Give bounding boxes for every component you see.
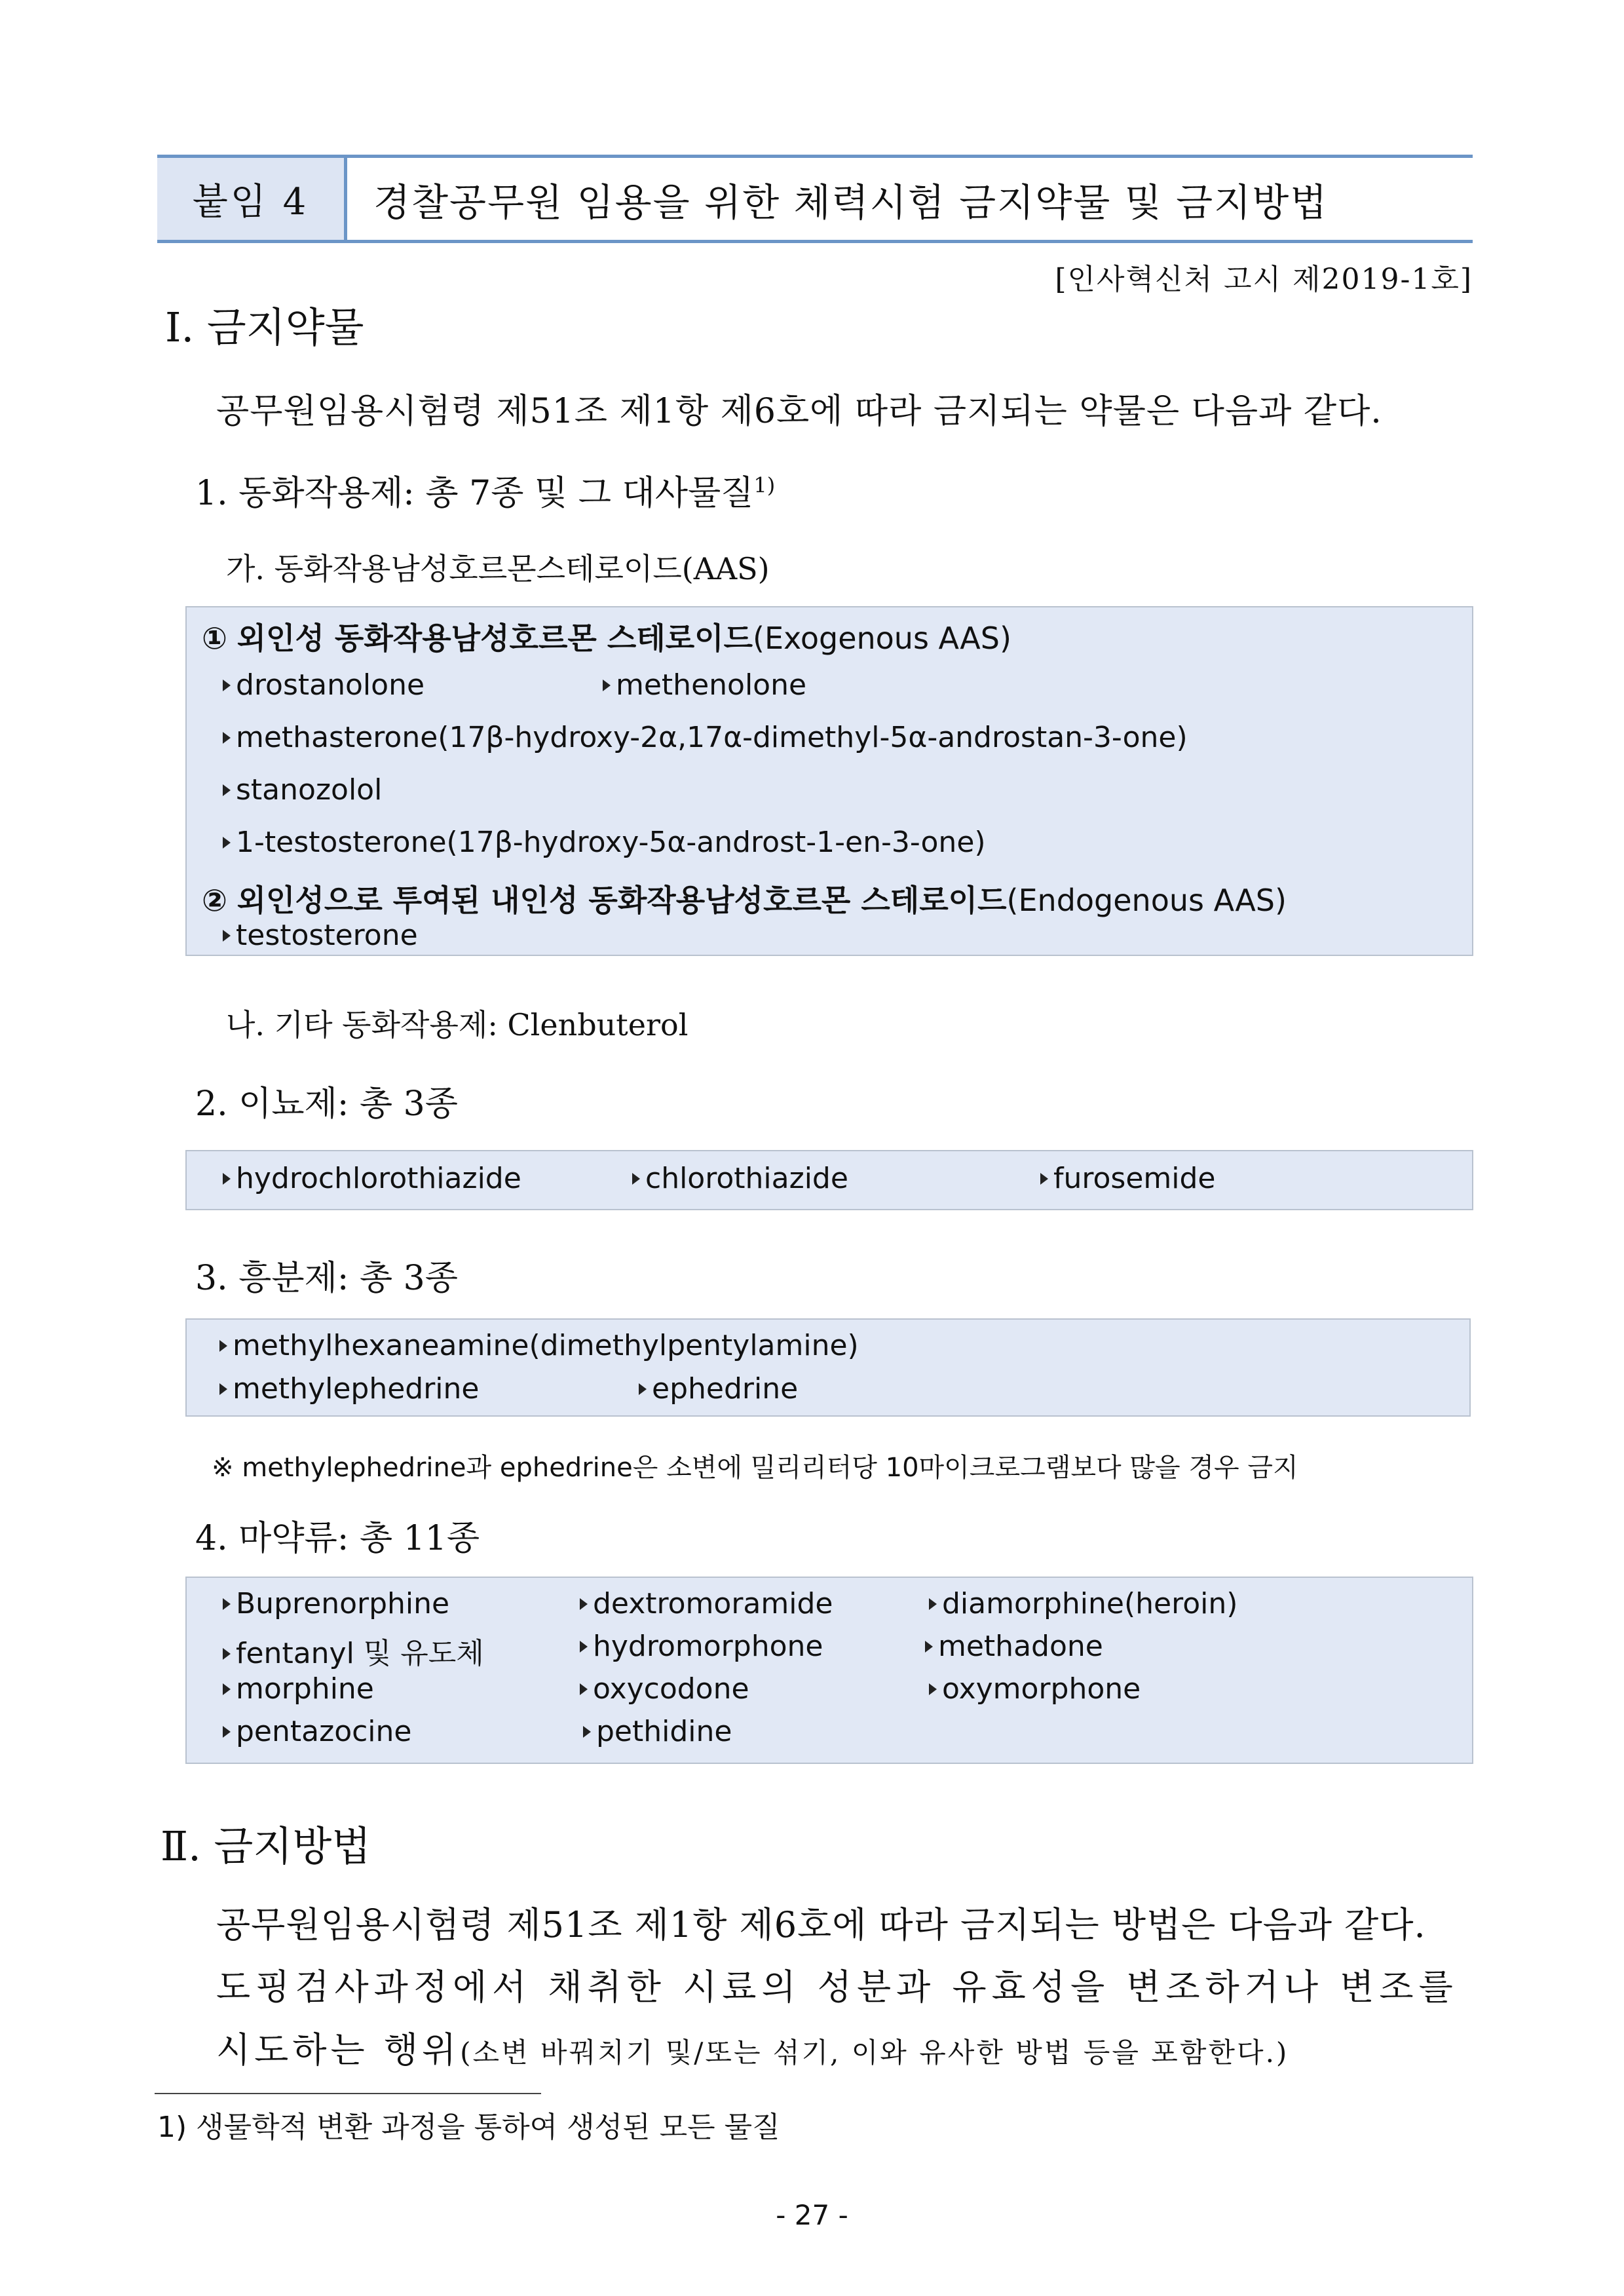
notice-reference: [인사혁신처 고시 제2019-1호] (1055, 263, 1473, 296)
list-item: methadone (925, 1630, 1103, 1663)
subcategory-a-title: 가. 동화작용남성호르몬스테로이드(AAS) (226, 551, 770, 586)
list-item: dextromoramide (580, 1587, 833, 1620)
bullet-icon (223, 1648, 231, 1660)
list-item: stanozolol (223, 773, 382, 807)
bullet-icon (929, 1683, 937, 1695)
bullet-icon (223, 1598, 231, 1610)
bullet-icon (580, 1683, 588, 1695)
list-item: pentazocine (223, 1715, 412, 1748)
category3-title: 3. 흥분제: 총 3종 (195, 1259, 458, 1298)
bullet-icon (1040, 1173, 1048, 1185)
list-item: diamorphine(heroin) (929, 1587, 1237, 1620)
list-item: morphine (223, 1672, 374, 1706)
bullet-icon (632, 1173, 640, 1185)
bullet-icon (223, 679, 231, 691)
list-item: hydromorphone (580, 1630, 823, 1663)
bullet-icon (925, 1641, 933, 1653)
list-item: furosemide (1040, 1162, 1216, 1195)
list-item: ephedrine (639, 1372, 798, 1406)
list-item: chlorothiazide (632, 1162, 848, 1195)
bullet-icon (929, 1598, 937, 1610)
header-bottom-rule (157, 240, 1473, 243)
bullet-icon (639, 1383, 647, 1395)
list-item: fentanyl 및 유도체 (223, 1630, 484, 1672)
document-title: 경찰공무원 임용을 위한 체력시험 금지약물 및 금지방법 (373, 180, 1329, 225)
bullet-icon (223, 732, 231, 744)
list-item: testosterone (223, 919, 418, 952)
bullet-icon (223, 837, 231, 849)
section1-intro: 공무원임용시험령 제51조 제1항 제6호에 따라 금지되는 약물은 다음과 같다. (216, 392, 1382, 431)
section2-line2: 도핑검사과정에서 채취한 시료의 성분과 유효성을 변조하거나 변조를 (216, 1966, 1458, 2008)
section2-line3: 시도하는 행위(소변 바꿔치기 및/또는 섞기, 이와 유사한 방법 등을 포함한다.) (216, 2029, 1289, 2071)
bullet-icon (583, 1726, 591, 1738)
bullet-icon (223, 1683, 231, 1695)
header-separator (344, 158, 347, 240)
endogenous-aas-heading: ② 외인성으로 투여된 내인성 동화작용남성호르몬 스테로이드(Endogenous AAS) (202, 883, 1287, 918)
category2-title: 2. 이뇨제: 총 3종 (195, 1084, 458, 1124)
bullet-icon (223, 1173, 231, 1185)
list-item: methylhexaneamine(dimethylpentylamine) (219, 1329, 859, 1362)
bullet-icon (580, 1598, 588, 1610)
list-item: 1-testosterone(17β-hydroxy-5α-androst-1-en-3-one) (223, 826, 986, 859)
bullet-icon (219, 1340, 227, 1352)
subcategory-b-title: 나. 기타 동화작용제: Clenbuterol (226, 1007, 689, 1043)
list-item: oxycodone (580, 1672, 749, 1706)
page-number: - 27 - (776, 2199, 848, 2231)
bullet-icon (223, 1726, 231, 1738)
exogenous-aas-heading: ① 외인성 동화작용남성호르몬 스테로이드(Exogenous AAS) (202, 621, 1011, 656)
section-title-prohibited-methods: Ⅱ. 금지방법 (161, 1822, 371, 1870)
list-item: methasterone(17β-hydroxy-2α,17α-dimethyl-5α-androstan-3-one) (223, 721, 1188, 754)
category1-title: 1. 동화작용제: 총 7종 및 그 대사물질$^{1)}$ (195, 472, 776, 513)
bullet-icon (223, 784, 231, 796)
bullet-icon (223, 930, 231, 942)
bullet-icon (219, 1383, 227, 1395)
section2-line1: 공무원임용시험령 제51조 제1항 제6호에 따라 금지되는 방법은 다음과 같다. (216, 1904, 1426, 1945)
footnote: 1) 생물학적 변환 과정을 통하여 생성된 모든 물질 (157, 2111, 780, 2144)
footnote-ref: 1) (753, 472, 776, 498)
footnote-rule (155, 2093, 541, 2094)
list-item: hydrochlorothiazide (223, 1162, 521, 1195)
list-item: drostanolone (223, 668, 425, 702)
section-title-prohibited-substances: Ⅰ. 금지약물 (165, 303, 364, 351)
list-item: Buprenorphine (223, 1587, 449, 1620)
list-item: methenolone (603, 668, 806, 702)
attachment-label: 붙임 4 (192, 180, 309, 223)
list-item: oxymorphone (929, 1672, 1141, 1706)
bullet-icon (580, 1641, 588, 1653)
bullet-icon (603, 679, 611, 691)
list-item: pethidine (583, 1715, 732, 1748)
category4-title: 4. 마약류: 총 11종 (195, 1519, 480, 1558)
list-item: methylephedrine (219, 1372, 480, 1406)
stimulant-note: ※ methylephedrine과 ephedrine은 소변에 밀리리터당 10마이크로그램보다 많을 경우 금지 (212, 1453, 1298, 1483)
